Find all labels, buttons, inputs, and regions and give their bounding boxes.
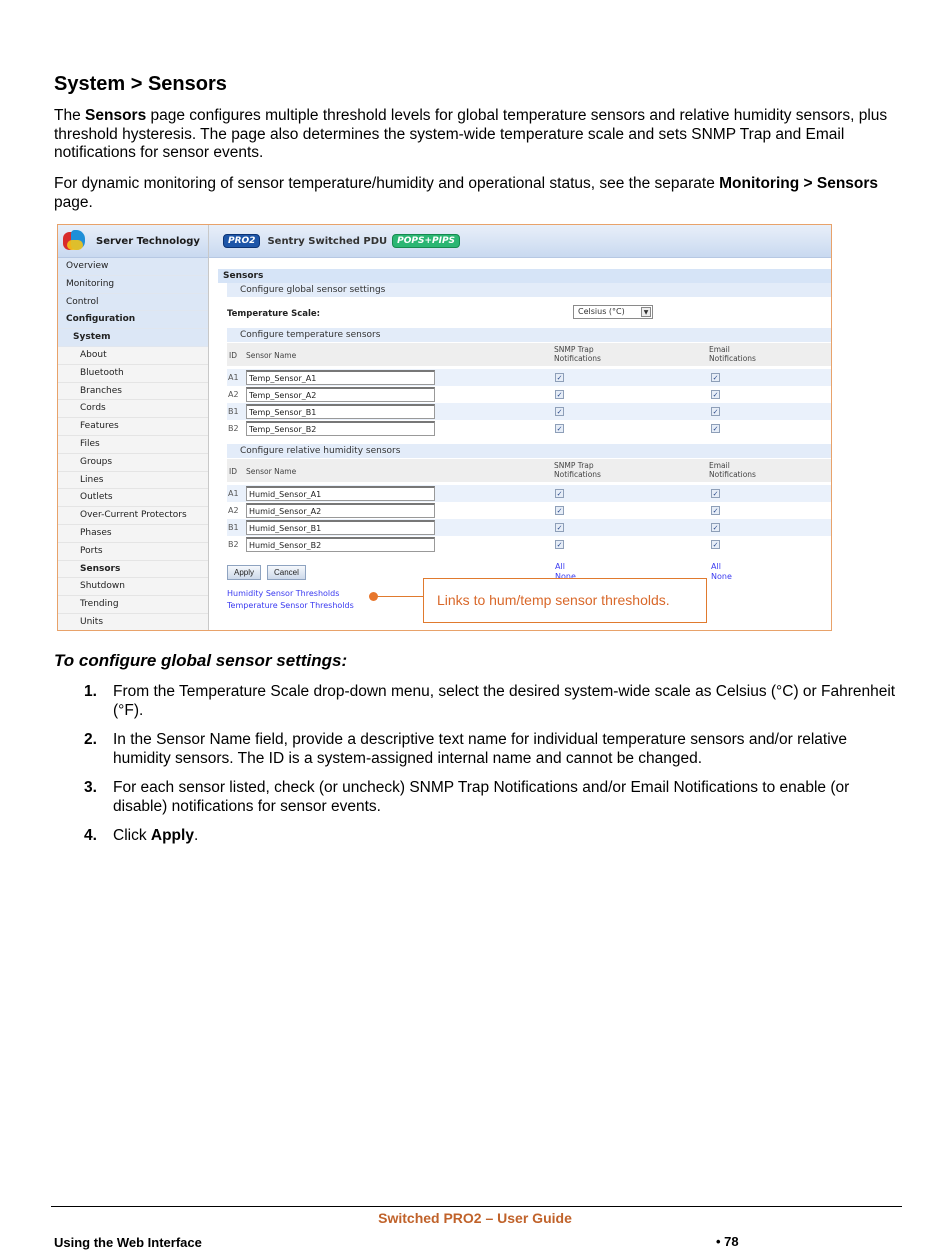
sensor-id: A2 <box>228 390 239 399</box>
snmp-notification-checkbox[interactable]: ✓ <box>556 524 563 532</box>
sensor-name-input[interactable] <box>246 387 435 402</box>
procedure-step: 4. Click Apply. <box>84 827 199 844</box>
snmp-select-all-link[interactable]: All <box>555 562 565 571</box>
sensor-id: A1 <box>228 373 239 382</box>
humidity-sensor-row <box>227 502 831 519</box>
sidebar-item-units[interactable]: Units <box>58 614 208 631</box>
snmp-column-header: SNMP Trap Notifications <box>554 461 601 479</box>
email-notification-checkbox[interactable]: ✓ <box>712 541 719 549</box>
sidebar-item-control[interactable]: Control <box>58 294 208 312</box>
sensors-section-heading: Sensors <box>218 269 831 283</box>
sidebar-item-overview[interactable]: Overview <box>58 258 208 276</box>
sidebar-item-ports[interactable]: Ports <box>58 543 208 561</box>
temperature-scale-row <box>227 309 831 319</box>
monitoring-reference-paragraph: For dynamic monitoring of sensor temperature/humidity and operational status, see the separate Monitoring > Sensors page. <box>54 175 879 211</box>
sidebar-item-phases[interactable]: Phases <box>58 525 208 543</box>
email-column-header: Email Notifications <box>709 345 756 363</box>
sidebar <box>58 225 209 630</box>
sidebar-item-about[interactable]: About <box>58 347 208 365</box>
sidebar-item-groups[interactable]: Groups <box>58 454 208 472</box>
email-notification-checkbox[interactable]: ✓ <box>712 425 719 433</box>
sidebar-item-outlets[interactable]: Outlets <box>58 489 208 507</box>
humidity-thresholds-link[interactable]: Humidity Sensor Thresholds <box>227 589 340 598</box>
procedure-step: 3. For each sensor listed, check (or uncheck) SNMP Trap Notifications and/or Email Notifications to enable (or disable) notifications for sensor events. <box>84 779 850 815</box>
sidebar-item-monitoring[interactable]: Monitoring <box>58 276 208 294</box>
temperature-sensor-row <box>227 386 831 403</box>
callout-leader-line <box>374 596 424 597</box>
temperature-scale-select[interactable]: Celsius (°C) ▼ <box>573 305 653 319</box>
temperature-sensor-row <box>227 403 831 420</box>
email-notification-checkbox[interactable]: ✓ <box>712 374 719 382</box>
temperature-sensors-heading: Configure temperature sensors <box>227 328 831 342</box>
global-settings-heading: Configure global sensor settings <box>227 283 831 297</box>
humidity-sensor-row <box>227 519 831 536</box>
apply-button[interactable]: Apply <box>227 565 261 580</box>
sensor-name-column-header: Sensor Name <box>246 467 297 476</box>
footer-divider <box>51 1206 902 1207</box>
sensor-id: B2 <box>228 540 239 549</box>
snmp-notification-checkbox[interactable]: ✓ <box>556 490 563 498</box>
sidebar-item-system[interactable]: System <box>58 329 208 347</box>
sensor-name-input[interactable] <box>246 486 435 501</box>
step-number: 1. <box>84 683 97 700</box>
procedure-heading: To configure global sensor settings: <box>54 651 348 670</box>
sensor-name-input[interactable] <box>246 537 435 552</box>
email-notification-checkbox[interactable]: ✓ <box>712 507 719 515</box>
brand-name: Server Technology <box>96 235 200 247</box>
snmp-notification-checkbox[interactable]: ✓ <box>556 541 563 549</box>
product-header <box>209 225 831 258</box>
snmp-notification-checkbox[interactable]: ✓ <box>556 507 563 515</box>
main-panel <box>209 225 831 630</box>
email-notification-checkbox[interactable]: ✓ <box>712 490 719 498</box>
email-notification-checkbox[interactable]: ✓ <box>712 408 719 416</box>
footer-guide-title: Switched PRO2 – User Guide <box>378 1210 572 1226</box>
section-title: System > Sensors <box>54 73 227 95</box>
sensor-id: B1 <box>228 523 239 532</box>
sensor-id: B1 <box>228 407 239 416</box>
email-select-none-link[interactable]: None <box>711 572 732 581</box>
email-column-header: Email Notifications <box>709 461 756 479</box>
email-notification-checkbox[interactable]: ✓ <box>712 524 719 532</box>
sidebar-nav <box>58 258 208 631</box>
sensors-page-screenshot <box>57 224 832 631</box>
intro-paragraph: The Sensors page configures multiple threshold levels for global temperature sensors and relative humidity sensors, plus threshold hysteresis. The page also determines the system-wide temperature scale and sets SNMP Trap and Email notifications for sensor events. <box>54 107 888 161</box>
humidity-sensor-row <box>227 536 831 553</box>
temperature-column-headers <box>227 343 831 366</box>
humidity-column-headers <box>227 459 831 482</box>
email-notification-checkbox[interactable]: ✓ <box>712 391 719 399</box>
sidebar-item-files[interactable]: Files <box>58 436 208 454</box>
sensor-id: A2 <box>228 506 239 515</box>
humidity-sensors-heading: Configure relative humidity sensors <box>227 444 831 458</box>
id-column-header: ID <box>229 351 237 360</box>
temperature-sensor-row <box>227 369 831 386</box>
sensor-name-input[interactable] <box>246 503 435 518</box>
sensor-name-input[interactable] <box>246 404 435 419</box>
id-column-header: ID <box>229 467 237 476</box>
snmp-notification-checkbox[interactable]: ✓ <box>556 391 563 399</box>
sidebar-item-bluetooth[interactable]: Bluetooth <box>58 365 208 383</box>
sidebar-item-features[interactable]: Features <box>58 418 208 436</box>
sensor-id: B2 <box>228 424 239 433</box>
step-number: 2. <box>84 731 97 748</box>
procedure-steps <box>84 683 904 857</box>
snmp-notification-checkbox[interactable]: ✓ <box>556 425 563 433</box>
snmp-notification-checkbox[interactable]: ✓ <box>556 374 563 382</box>
sidebar-item-shutdown[interactable]: Shutdown <box>58 578 208 596</box>
pops-pips-badge-icon: POPS+PIPS <box>392 234 460 248</box>
sidebar-item-lines[interactable]: Lines <box>58 472 208 490</box>
snmp-select-none-link[interactable]: None <box>555 572 576 578</box>
page-number: • 78 <box>716 1234 739 1249</box>
sidebar-item-sensors[interactable]: Sensors <box>58 561 208 579</box>
snmp-column-header: SNMP Trap Notifications <box>554 345 601 363</box>
sensor-name-input[interactable] <box>246 370 435 385</box>
server-technology-logo-icon <box>63 230 87 252</box>
step-number: 3. <box>84 779 97 796</box>
cancel-button[interactable]: Cancel <box>267 565 306 580</box>
humidity-sensor-row <box>227 485 831 502</box>
temperature-scale-label: Temperature Scale: <box>227 309 321 319</box>
sidebar-item-trending[interactable]: Trending <box>58 596 208 614</box>
email-select-all-link[interactable]: All <box>711 562 721 571</box>
sidebar-item-branches[interactable]: Branches <box>58 383 208 401</box>
procedure-step: 1. From the Temperature Scale drop-down menu, select the desired system-wide scale as Celsius (°C) or Fahrenheit (°F). <box>84 683 896 719</box>
sensor-name-input[interactable] <box>246 421 435 436</box>
sensor-id: A1 <box>228 489 239 498</box>
callout-annotation: Links to hum/temp sensor thresholds. <box>423 578 707 623</box>
step-number: 4. <box>84 827 97 844</box>
sidebar-item-cords[interactable]: Cords <box>58 400 208 418</box>
sidebar-item-over-current-protectors[interactable]: Over-Current Protectors <box>58 507 208 525</box>
temperature-sensor-row <box>227 420 831 437</box>
dropdown-arrow-icon[interactable]: ▼ <box>641 307 651 317</box>
sensor-name-input[interactable] <box>246 520 435 535</box>
product-name: Sentry Switched PDU <box>267 235 388 247</box>
snmp-notification-checkbox[interactable]: ✓ <box>556 408 563 416</box>
brand-header <box>58 225 208 258</box>
pro2-badge-icon: PRO2 <box>223 234 260 248</box>
sidebar-item-configuration[interactable]: Configuration <box>58 311 208 329</box>
footer-section-name: Using the Web Interface <box>54 1235 202 1250</box>
sensor-name-column-header: Sensor Name <box>246 351 297 360</box>
temperature-thresholds-link[interactable]: Temperature Sensor Thresholds <box>227 601 354 610</box>
procedure-step: 2. In the Sensor Name field, provide a descriptive text name for individual temperature sensors and/or relative humidity sensors. The ID is a system-assigned internal name and cannot be changed. <box>84 731 848 767</box>
